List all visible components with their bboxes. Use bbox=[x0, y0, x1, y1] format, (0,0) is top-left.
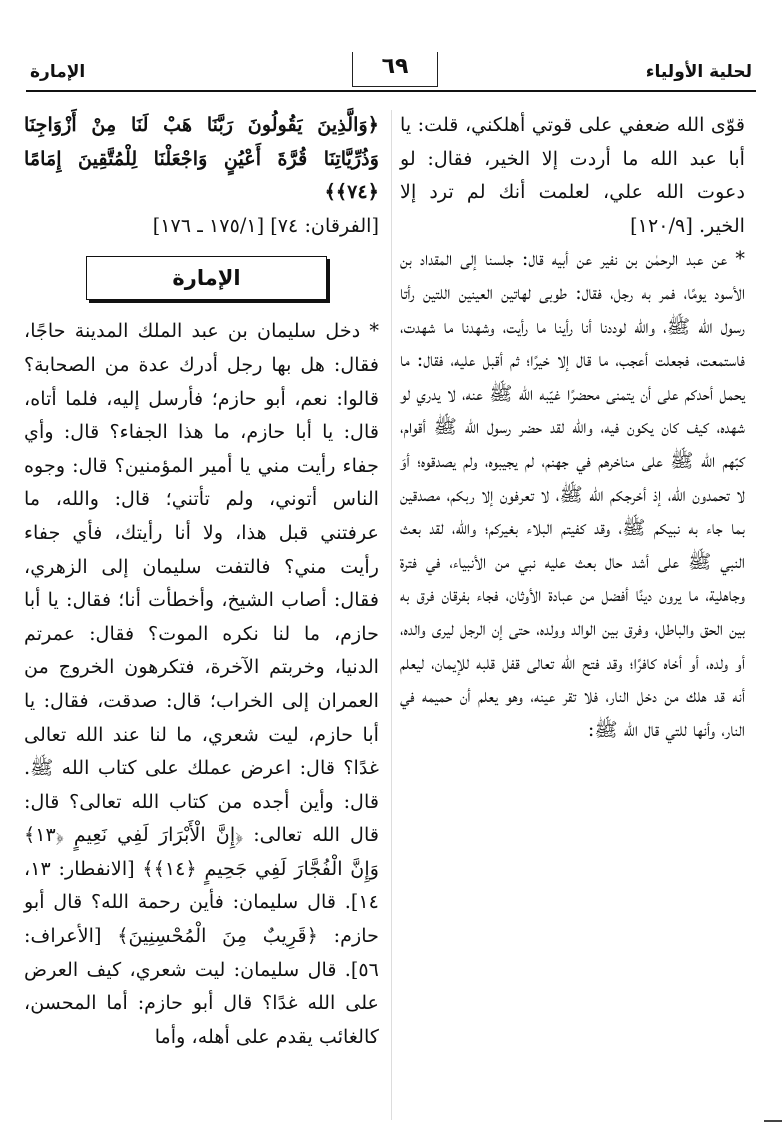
book-title: لحلية الأولياء bbox=[645, 62, 752, 82]
page-number: ٦٩ bbox=[352, 52, 438, 87]
left-column bbox=[24, 108, 379, 1053]
page-edge-mark bbox=[764, 1120, 782, 1122]
quran-verse: ﴿وَالَّذِينَ يَقُولُونَ رَبَّنَا هَبْ لَنَا مِنْ أَزْوَاجِنَا وَذُرِّيَّاتِنَا قُرَّةَ أَعْيُنٍ وَاجْعَلْنَا لِلْمُتَّقِينَ إِمَامًا ﴿٧٤﴾﴾ bbox=[24, 113, 379, 204]
running-chapter-title: الإمارة bbox=[30, 62, 86, 82]
paragraph-miqdad: * عن عبد الرحمٰن بن نفير عن أبيه قال: جلسنا إلى المقداد بن الأسود يومًا، فمر به رجل، فقال: طوبى لهاتين العينين اللتين رأتا رسول الله ﷺ، والله لوددنا أنا رأينا ما رأيت، وشهدنا ما شهدت، فاستمعت، فجعلت أعجب، ما قال إلا خيرًا؛ ثم أقبل عليه، فقال: ما يحمل أحدكم على أن يتمنى محضرًا غيّبه الله ﷺ عنه، لا يدري لو شهده، كيف كان يكون فيه، والله لقد حضر رسول الله ﷺ أقوام، كبّهم الله ﷺ على مناخرهم في جهنم، لم يجيبوه، ولم يصدقوه؛ أوَ لا تحمدون الله، إذ أخرجكم الله ﷺ، لا تعرفون إلا ربكم، مصدقين بما جاء به نبيكم ﷺ، وقد كفيتم البلاء بغيركم؛ والله، لقد بعث النبي ﷺ على أشد حال بعث عليه نبي من الأنبياء، في فترة وجاهلية، ما يرون دينًا أفضل من عبادة الأوثان، فجاء بفرقان فرق به بين الحق والباطل، وفرق بين الوالد وولده، حتى إن الرجل ليرى والده، أو ولده، أو أخاه كافرًا؛ وقد فتح الله تعالى قفل قلبه للإيمان، ليعلم أنه قد هلك من دخل النار، فلا تقر عينه، وهو يعلم أن حميمه في النار، وأنها للتي قال الله ﷺ: bbox=[400, 247, 745, 741]
section-heading: الإمارة bbox=[86, 256, 327, 300]
paragraph-sulayman: * دخل سليمان بن عبد الملك المدينة حاجًا، فقال: هل بها رجل أدرك عدة من الصحابة؟ قالوا: نعم، أبو حازم؛ فأرسل إليه، فلما أتاه، قال: يا أبا حازم، ما هذا الجفاء؟ قال: وأي جفاء رأيت مني يا أمير المؤمنين؟ قال: وجوه الناس أتوني، ولم تأتني؛ قال: والله، ما عرفتني قبل هذا، ولا أنا رأيتك، فأي جفاء رأيت مني؟ فالتفت سليمان إلى الزهري، فقال: أصاب الشيخ، وأخطأت أنا؛ فقال: يا أبا حازم، ما لنا نكره الموت؟ فقال: عمرتم الدنيا، وخربتم الآخرة، فتكرهون الخروج من العمران إلى الخراب؛ قال: صدقت، فقال: يا أبا حازم، ليت شعري، ما لنا عند الله تعالى غدًا؟ قال: اعرض عملك على كتاب الله ﷺ. قال: وأين أجده من كتاب الله تعالى؟ قال: قال الله تعالى: ﴿إِنَّ الْأَبْرَارَ لَفِي نَعِيمٍ ﴿١٣﴾ وَإِنَّ الْفُجَّارَ لَفِي جَحِيمٍ ﴿١٤﴾﴾ [الانفطار: ١٣، ١٤]. قال سليمان: فأين رحمة الله؟ قال أبو حازم: ﴿قَرِيبٌ مِنَ الْمُحْسِنِينَ﴾ [الأعراف: ٥٦]. قال سليمان: ليت شعري، كيف العرض على الله غدًا؟ قال أبو حازم: أما المحسن، كالغائب يقدم على أهله، وأما bbox=[24, 319, 379, 1048]
page-header bbox=[0, 0, 782, 96]
verse-reference: [الفرقان: ٧٤] [١٧٥/١ ـ ١٧٦] bbox=[152, 213, 379, 237]
column-divider bbox=[391, 110, 392, 1120]
header-rule bbox=[26, 90, 756, 92]
right-column bbox=[400, 108, 745, 746]
paragraph-continuation: قوّى الله ضعفي على قوتي أهلكني، قلت: يا أبا عبد الله ما أردت إلا الخير، فقال: لو دعوت الله علي، لعلمت أنك لم ترد إلا الخير. [١٢٠/٩] bbox=[400, 113, 745, 237]
